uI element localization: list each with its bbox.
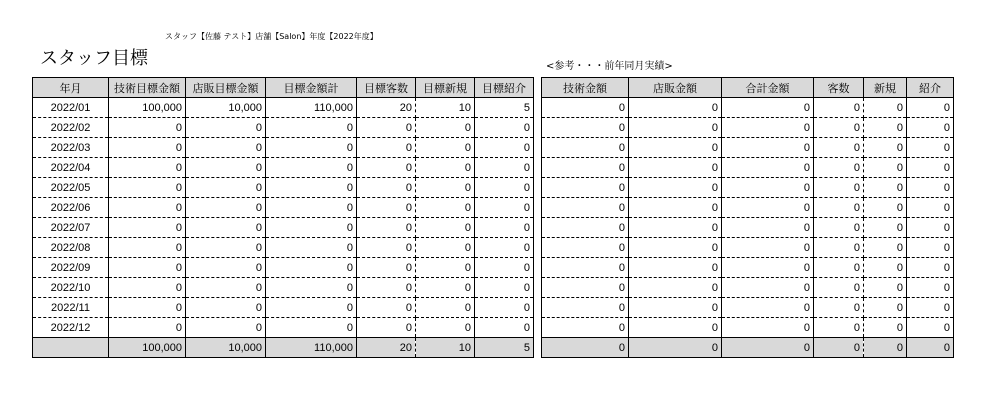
table-cell: 0 [357, 278, 416, 298]
table-cell: 0 [864, 178, 907, 198]
table-cell: 0 [475, 158, 534, 178]
table-cell: 0 [907, 98, 954, 118]
table-cell: 0 [416, 118, 475, 138]
table-row [33, 138, 534, 158]
table-cell: 2022/04 [33, 158, 109, 178]
table-cell: 0 [109, 158, 186, 178]
table-cell: 0 [416, 158, 475, 178]
table-cell: 0 [814, 158, 864, 178]
table-cell: 0 [629, 218, 722, 238]
table-cell: 0 [475, 318, 534, 338]
table-cell: 0 [907, 138, 954, 158]
table-cell: 0 [629, 298, 722, 318]
total-cell: 20 [357, 338, 416, 358]
table-cell: 0 [542, 218, 629, 238]
table-cell: 0 [186, 258, 266, 278]
table-cell: 0 [907, 218, 954, 238]
table-cell: 0 [542, 138, 629, 158]
column-header: 店販金額 [629, 78, 722, 98]
total-cell: 100,000 [109, 338, 186, 358]
table-cell: 2022/07 [33, 218, 109, 238]
table-cell: 0 [186, 298, 266, 318]
previous-year-table [541, 77, 954, 358]
table-cell: 0 [266, 218, 357, 238]
total-cell: 0 [864, 338, 907, 358]
total-cell: 0 [722, 338, 814, 358]
table-cell: 0 [266, 238, 357, 258]
table-cell: 0 [357, 298, 416, 318]
table-cell: 0 [109, 318, 186, 338]
table-cell: 0 [814, 278, 864, 298]
table-cell: 0 [357, 118, 416, 138]
table-cell: 0 [864, 278, 907, 298]
table-cell: 0 [416, 138, 475, 158]
table-cell: 0 [416, 258, 475, 278]
table-cell: 0 [109, 178, 186, 198]
table-row [542, 98, 954, 118]
table-row [33, 178, 534, 198]
column-header: 合計金額 [722, 78, 814, 98]
table-header-row [33, 78, 534, 98]
table-row [542, 158, 954, 178]
table-cell: 0 [416, 198, 475, 218]
table-cell: 0 [357, 198, 416, 218]
table-cell: 0 [357, 178, 416, 198]
table-cell: 2022/08 [33, 238, 109, 258]
table-row [542, 118, 954, 138]
table-cell: 0 [814, 118, 864, 138]
table-cell: 0 [186, 198, 266, 218]
table-cell: 2022/01 [33, 98, 109, 118]
table-cell: 0 [907, 298, 954, 318]
table-cell: 0 [266, 278, 357, 298]
table-cell: 0 [266, 318, 357, 338]
table-cell: 0 [907, 238, 954, 258]
table-cell: 0 [907, 318, 954, 338]
table-cell: 20 [357, 98, 416, 118]
table-cell: 0 [814, 258, 864, 278]
table-row [33, 278, 534, 298]
table-cell: 0 [864, 118, 907, 138]
table-cell: 0 [475, 298, 534, 318]
table-cell: 2022/06 [33, 198, 109, 218]
table-cell: 0 [814, 238, 864, 258]
column-header: 目標紹介 [475, 78, 534, 98]
column-header: 技術目標金額 [109, 78, 186, 98]
table-cell: 0 [864, 258, 907, 278]
table-cell: 0 [357, 218, 416, 238]
table-cell: 0 [542, 158, 629, 178]
table-cell: 0 [416, 178, 475, 198]
table-cell: 0 [186, 318, 266, 338]
table-cell: 0 [722, 318, 814, 338]
table-cell: 0 [186, 158, 266, 178]
table-cell: 2022/10 [33, 278, 109, 298]
total-row [33, 338, 534, 358]
table-cell: 5 [475, 98, 534, 118]
table-cell: 0 [629, 258, 722, 278]
total-cell: 10,000 [186, 338, 266, 358]
table-row [542, 238, 954, 258]
table-cell: 0 [629, 178, 722, 198]
table-row [33, 218, 534, 238]
table-cell: 0 [722, 238, 814, 258]
table-cell: 0 [722, 278, 814, 298]
total-cell: 0 [814, 338, 864, 358]
table-cell: 0 [266, 158, 357, 178]
table-cell: 0 [864, 238, 907, 258]
table-cell: 0 [542, 98, 629, 118]
table-cell: 0 [722, 158, 814, 178]
table-cell: 0 [864, 198, 907, 218]
table-cell: 0 [357, 258, 416, 278]
table-cell: 0 [186, 278, 266, 298]
table-cell: 10,000 [186, 98, 266, 118]
table-row [33, 158, 534, 178]
table-cell: 110,000 [266, 98, 357, 118]
table-cell: 0 [722, 138, 814, 158]
table-cell: 0 [186, 118, 266, 138]
table-cell: 0 [186, 238, 266, 258]
table-cell: 0 [542, 118, 629, 138]
table-row [33, 258, 534, 278]
table-cell: 2022/09 [33, 258, 109, 278]
total-row [542, 338, 954, 358]
table-cell: 0 [416, 298, 475, 318]
table-cell: 0 [416, 218, 475, 238]
staff-target-table [32, 77, 534, 358]
column-header: 目標新規 [416, 78, 475, 98]
column-header: 客数 [814, 78, 864, 98]
table-header-row [542, 78, 954, 98]
table-cell: 0 [542, 318, 629, 338]
column-header: 目標金額計 [266, 78, 357, 98]
total-cell: 0 [542, 338, 629, 358]
page-title: スタッフ目標 [40, 48, 148, 69]
table-cell: 0 [629, 138, 722, 158]
table-row [542, 278, 954, 298]
table-row [542, 178, 954, 198]
table-cell: 0 [814, 178, 864, 198]
table-cell: 0 [109, 278, 186, 298]
column-header: 目標客数 [357, 78, 416, 98]
table-cell: 0 [864, 298, 907, 318]
table-cell: 0 [629, 158, 722, 178]
column-header: 店販目標金額 [186, 78, 266, 98]
table-cell: 0 [109, 138, 186, 158]
table-cell: 0 [722, 118, 814, 138]
table-cell: 0 [475, 178, 534, 198]
table-cell: 0 [416, 318, 475, 338]
table-cell: 0 [722, 218, 814, 238]
table-cell: 0 [416, 238, 475, 258]
table-cell: 0 [907, 178, 954, 198]
table-cell: 0 [722, 258, 814, 278]
table-cell: 0 [722, 198, 814, 218]
table-cell: 0 [109, 258, 186, 278]
table-cell: 0 [266, 258, 357, 278]
table-cell: 0 [542, 178, 629, 198]
table-cell: 0 [814, 298, 864, 318]
table-row [33, 118, 534, 138]
table-cell: 0 [109, 238, 186, 258]
table-cell: 0 [266, 198, 357, 218]
table-row [33, 318, 534, 338]
table-cell: 0 [475, 238, 534, 258]
table-row [542, 258, 954, 278]
column-header: 技術金額 [542, 78, 629, 98]
table-cell: 0 [475, 138, 534, 158]
table-cell: 10 [416, 98, 475, 118]
table-cell: 100,000 [109, 98, 186, 118]
table-cell: 0 [907, 198, 954, 218]
table-row [542, 218, 954, 238]
table-cell: 0 [266, 298, 357, 318]
table-cell: 0 [186, 138, 266, 158]
table-cell: 0 [542, 198, 629, 218]
table-row [33, 298, 534, 318]
table-cell: 0 [266, 118, 357, 138]
table-cell: 0 [629, 118, 722, 138]
total-cell: 0 [907, 338, 954, 358]
table-cell: 0 [629, 318, 722, 338]
table-cell: 0 [907, 278, 954, 298]
table-row [542, 318, 954, 338]
table-cell: 0 [722, 298, 814, 318]
total-cell: 110,000 [266, 338, 357, 358]
total-cell: 10 [416, 338, 475, 358]
table-cell: 0 [109, 298, 186, 318]
table-cell: 0 [416, 278, 475, 298]
report-subtitle: スタッフ【佐藤 テスト】店舗【Salon】年度【2022年度】 [165, 32, 378, 41]
table-cell: 0 [475, 118, 534, 138]
table-cell: 0 [629, 238, 722, 258]
table-cell: 0 [542, 298, 629, 318]
table-cell: 0 [266, 178, 357, 198]
table-cell: 0 [629, 278, 722, 298]
table-cell: 2022/03 [33, 138, 109, 158]
table-cell: 2022/11 [33, 298, 109, 318]
table-row [542, 198, 954, 218]
table-cell: 0 [722, 98, 814, 118]
table-cell: 2022/02 [33, 118, 109, 138]
table-cell: 0 [814, 98, 864, 118]
table-cell: 0 [864, 98, 907, 118]
table-cell: 0 [907, 118, 954, 138]
table-cell: 0 [722, 178, 814, 198]
table-cell: 0 [864, 158, 907, 178]
table-cell: 0 [542, 258, 629, 278]
table-cell: 0 [475, 198, 534, 218]
total-cell [33, 338, 109, 358]
table-cell: 0 [475, 218, 534, 238]
table-cell: 0 [266, 138, 357, 158]
table-cell: 0 [907, 158, 954, 178]
table-cell: 0 [109, 198, 186, 218]
total-cell: 0 [629, 338, 722, 358]
table-cell: 0 [907, 258, 954, 278]
table-row [33, 198, 534, 218]
table-cell: 0 [475, 278, 534, 298]
table-cell: 0 [864, 218, 907, 238]
column-header: 紹介 [907, 78, 954, 98]
table-cell: 0 [814, 318, 864, 338]
table-cell: 2022/05 [33, 178, 109, 198]
reference-label: <参考・・・前年同月実績> [546, 61, 673, 72]
table-cell: 0 [814, 218, 864, 238]
table-row [542, 138, 954, 158]
table-cell: 0 [109, 218, 186, 238]
table-cell: 0 [864, 318, 907, 338]
table-cell: 0 [357, 318, 416, 338]
table-cell: 0 [629, 98, 722, 118]
table-cell: 2022/12 [33, 318, 109, 338]
table-cell: 0 [475, 258, 534, 278]
table-cell: 0 [542, 238, 629, 258]
column-header: 新規 [864, 78, 907, 98]
table-cell: 0 [542, 278, 629, 298]
table-row [33, 98, 534, 118]
table-row [33, 238, 534, 258]
column-header: 年月 [33, 78, 109, 98]
table-cell: 0 [109, 118, 186, 138]
table-cell: 0 [357, 238, 416, 258]
table-row [542, 298, 954, 318]
table-cell: 0 [814, 198, 864, 218]
table-cell: 0 [864, 138, 907, 158]
table-cell: 0 [357, 158, 416, 178]
total-cell: 5 [475, 338, 534, 358]
table-cell: 0 [629, 198, 722, 218]
table-cell: 0 [186, 178, 266, 198]
table-cell: 0 [186, 218, 266, 238]
table-cell: 0 [357, 138, 416, 158]
table-cell: 0 [814, 138, 864, 158]
